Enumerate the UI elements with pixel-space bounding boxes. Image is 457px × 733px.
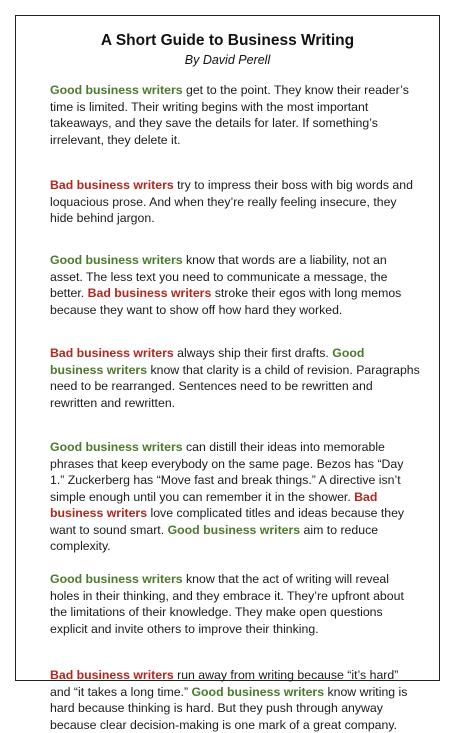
paragraph-text: know writing is hard because thinking is hard. But they push through anyway because clear decision-making is one mark of a great company. <box>50 684 408 732</box>
paragraph-text: stroke their egos with long memos because they want to show off how hard they worked. <box>50 286 402 317</box>
good-writers-label: Good business writers <box>50 440 183 454</box>
bad-writers-label: Bad business writers <box>87 286 212 300</box>
bad-writers-label: Bad business writers <box>50 178 174 192</box>
paragraph-4 <box>50 345 420 411</box>
good-writers-label: Good business writers <box>50 83 183 97</box>
good-writers-label: Good business writers <box>50 253 183 267</box>
paragraph-text: always ship their first drafts. <box>173 346 333 360</box>
good-writers-label: Good business writers <box>191 684 325 699</box>
paragraph-3 <box>50 252 420 318</box>
paragraph-7 <box>50 667 420 733</box>
bad-writers-label: Bad business writers <box>50 346 174 360</box>
paragraph-text: know that words are a liability, not an asset. The less text you need to communicate a message, the better. <box>50 253 388 300</box>
good-writers-label: Good business writers <box>167 522 301 537</box>
bad-writers-label: Bad business writers <box>50 489 378 520</box>
paragraph-text: know that clarity is a child of revision. Paragraphs need to be rearranged. Sentences need to be rewritten and rewritten and rewritten. <box>50 362 420 410</box>
document-title: A Short Guide to Business Writing <box>100 32 355 49</box>
paragraph-text: try to impress their boss with big words and loquacious prose. And when they’re really feeling insecure, they hide behind jargon. <box>50 178 413 225</box>
bad-writers-label: Bad business writers <box>50 668 174 682</box>
paragraph-text: get to the point. They know their reader’s time is limited. Their writing begins with the most important takeaways, and they save the details for later. If something’s irrelevant, they delete it. <box>50 83 409 147</box>
document-page <box>15 15 440 732</box>
paragraph-2 <box>50 177 420 227</box>
paragraph-6 <box>50 571 420 637</box>
good-writers-label: Good business writers <box>50 346 365 377</box>
paragraph-text: run away from writing because “it’s hard” and “it takes a long time.” <box>50 668 399 699</box>
paragraph-1 <box>50 82 420 148</box>
paragraph-text: can distill their ideas into memorable phrases that keep everybody on the same page. Bezos has “Day 1.” Zuckerberg has “Move fast and break things.” A directive isn’t simple enough until you can remember it in the shower. <box>50 440 404 504</box>
paragraph-text: aim to reduce complexity. <box>50 522 379 553</box>
document-byline: By David Perell <box>184 53 271 67</box>
paragraph-5 <box>50 439 420 555</box>
good-writers-label: Good business writers <box>50 572 183 586</box>
paragraph-text: know that the act of writing will reveal holes in their thinking, and they embrace it. They’re upfront about the limitations of their knowledge. They make open questions explicit and invite others to improve their thinking. <box>50 572 404 636</box>
paragraph-text: love complicated titles and ideas because they want to sound smart. <box>50 506 405 537</box>
